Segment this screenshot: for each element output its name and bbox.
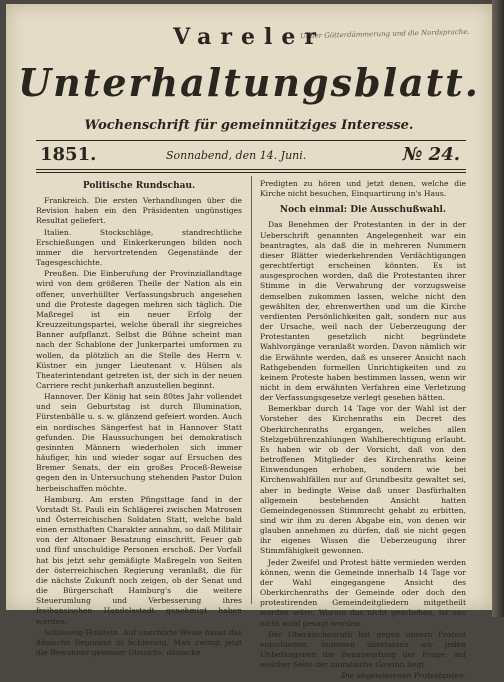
article-signature: Die abgewiesenen Protestanten. [341,671,466,681]
article-heading-committee-election: Noch einmal: Die Ausschußwahl. [279,205,447,216]
column-left [36,179,242,659]
article-heading-politics: Politische Rundschau. [82,181,196,191]
dateline [36,144,466,168]
paragraph: Bemerkbar durch 14 Tage vor der Wahl ist der Vorsteher des Kirchenraths ein Decret des Oberkirchenraths ergangen, welches allen Stelzgebührenzahlungen Wahlberechtigung erlaubt. Es haben wir ob der Vorsicht, daß von den betroffenen Mitglieder des Kirchenraths keine Einwendungen erhoben, sondern wie bei Kirchenwahlfällen nur auf Grundbesitz gewaltet sei, aber in bedingte Weise daß unser Dasfürhalten allgemein bestehenden Ansicht hatten Gemeindegenossen Stimmrecht gehabt zu erbitten, sind wir ihm zu deren Abgabe ein, von denen wir glauben annehmen zu dürfen, daß sie nicht gegen ihr eigenes Wissen die Ueberzeugung ihrer Stimmfähigkeit gewonnen. [260,404,466,556]
newspaper-page [6,4,492,681]
paragraph: Hannover. Der König hat sein 80tes Jahr vollendet und sein Geburtstag ist durch Illumination, Fürstenbälle u. s. w. glänzend gefeiert worden. Auch ein nordisches Sängerfest hat in Hannover Statt gefunden. Die Haussuchungen bei demokratisch gesinnten Männern wiederholen sich immer häufiger, hin und wieder sogar auf Ersuchen des Bremer Senats, der ein großes Proceß-Beweise gegen den in Untersuchung stehenden Pastor Dulon herbeischaffen möchte. [36,392,242,493]
page-edge [492,0,504,617]
paragraph: Frankreich. Die ersten Verhandlungen über die Revision haben ein den Präsidenten ungünstiges Resultat geliefert. [36,196,242,226]
paragraph: Das Benehmen der Protestanten in der in der Ueberschrift genannten Angelegenheit war ein beantragtes, als daß die in mehreren Nummern dieser Blätter wiederkehrenden Verdächtigungen gerechtfertigt erscheinen könnten. Es ist ausgesprochen worden, daß die Protestanten ihrer Stimme in die Verwahrung der vorzugsweise demselben zukommen lassen, welche nicht den gewählten der, ehrenwerthen und um die Kirche verdienten Persönlichkeiten galt, sondern nur aus der Ursache, weil nach der Ueberzeugung der Protestanten gesetzlich nicht begründete Wahlvorgänge veranlaßt worden. Davon nämlich wir die Erwähnte werden, daß es unserer Ansicht nach Rathgebenden formellen Unrichtigkeiten und zu keinem Proteste haben bestimmen lassen, wenn wir nicht in dem erwähnten Verfahren eine Verletzung der Verfassungsgesetze verlegt gesehen hätten. [260,220,466,403]
issue-year: 1851. [40,144,97,165]
paragraph: Der Oberkirchenrath hat gegen unsern Protest entschieden. Indessen überlassen wir jeden Unbefangenen die Beantwortung der Frage, auf welcher Seite der moralische Gewinn liegt. [260,629,466,670]
issue-date: Sonnabend, den 14. Juni. [166,149,307,162]
dateline-rule-double [36,172,466,173]
masthead-title-line2: Unterhaltungsblatt. [18,60,480,105]
dateline-rule [36,169,466,170]
column-divider [251,176,252,604]
issue-number: № 24. [402,144,460,165]
paragraph: Italien. Stockschläge, standrechtliche Erschießungen und Einkerkerungen bilden noch immer die hervortretenden Gegenstände der Tagesgeschichte. [36,227,242,268]
paragraph: Hamburg. Am ersten Pfingsttage fand in der Vorstadt St. Pauli ein Schlägerei zwischen Matrosen und Österreichischen Soldaten Statt, welche bald einen ernsthaften Charakter annahm, so daß Militair von der Altonaer Besatzung einschritt, Feuer gab und fünf unschuldige Personen erschoß. Der Vorfall hat bis jetzt sehr gemäßigte Maßregeln von Seiten der österreichischen Regierung veranlaßt, die für die nächste Zukunft noch zeigen, ob der Senat und die Bürgerschaft Hamburg's die weitere Steuerumlung und Verbesserung ihres freihansischen Handelsstadt genehmigt haben werden. [36,494,242,626]
top-rule [36,140,466,141]
paragraph: Jeder Zweifel und Protest hätte vermieden werden können, wenn die Gemeinde innerhalb 14 Tage vor der Wahl eingegangene Ansicht des Oberkirchenraths der Gemeinde oder doch den protestirenden Gemeindeitgliedern mitgetheilt worden wäre. Warum das nicht geschehen, ist uns nicht wohl gesagt worden. [260,557,466,628]
paragraph: Schleswig-Holstein. Auf unerhörte Weise haust das dänische Regiment in Schleswig. Man zwingt jetzt die Bewohner gewisser Districte, dänische [36,627,242,658]
show-through-text: Ueber Götterdämmerung und die Nordsprache. [300,27,471,41]
masthead-subtitle: Wochenschrift für gemeinnütziges Interesse. [84,118,414,133]
masthead-title-line1: Vareler [173,24,325,50]
paragraph: Preußen. Die Einberufung der Provinziallandtage wird von dem größeren Theile der Nation als ein offener, unverhüllter Verfassungsbruch angesehen und die Proteste dagegen mehren sich täglich. Die Maßregel ist ein neuer Erfolg der Kreuzzeitungspartei, welche überall ihr siegreiches Banner aufpflanzt. Selbst die Bühne scheint man nach der Schablone der Junkerpartei umformen zu wollen, da plötzlich an die Stelle des Herrn v. Küstner ein junger Lieutenant v. Hülsen als Theaterintendant getreten ist, der sich in der neuen Carriere recht junkerhaft anzustellen beginnt. [36,269,242,390]
column-right [260,179,466,682]
continued-paragraph: Predigten zu hören und jetzt denen, welche die Kirche nicht besuchen, Einquartirung in's Haus. [260,179,466,199]
